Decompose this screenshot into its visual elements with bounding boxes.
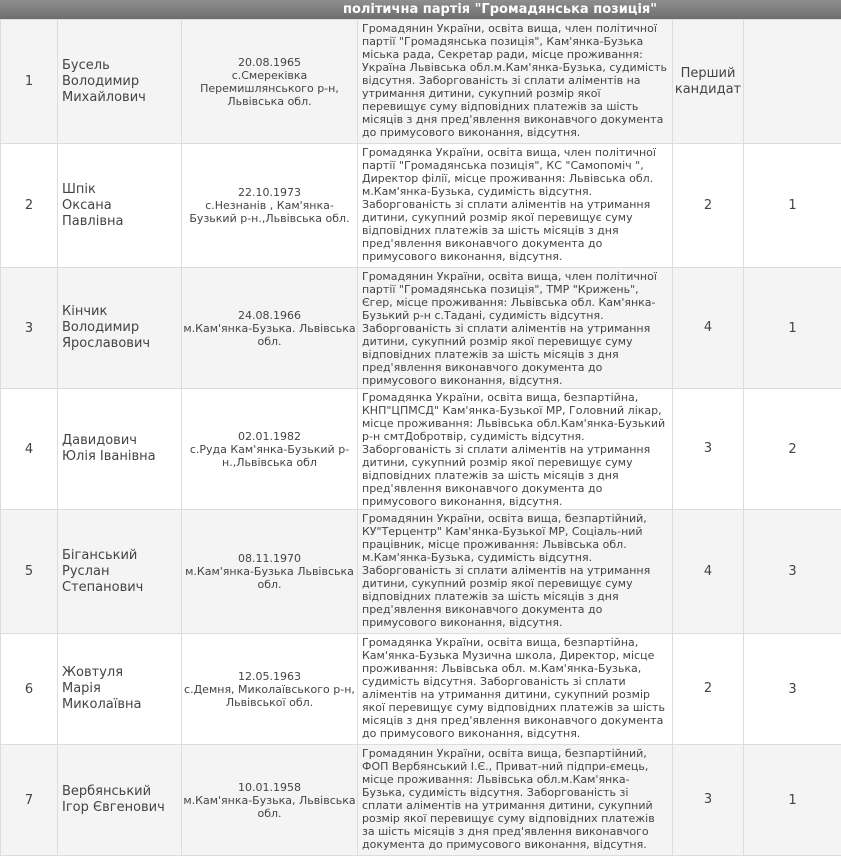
- candidates-table: [0, 19, 841, 856]
- surname: Шпік: [62, 182, 181, 198]
- district-number: [744, 20, 841, 144]
- candidate-number: 4: [1, 389, 58, 510]
- first-name: Руслан: [62, 564, 181, 580]
- birth-place: м.Кам'янка-Бузька. Львівська обл.: [182, 322, 357, 348]
- candidate-name: [58, 745, 182, 856]
- candidate-name: [58, 510, 182, 634]
- surname: Кінчик: [62, 304, 181, 320]
- district-number: 3: [744, 510, 841, 634]
- candidate-info: Громадянка України, освіта вища, член політичної партії "Громадянська позиція", КС "Самопоміч ", Директор філії, місце проживання: Львівська обл. м.Кам'янка-Бузька, судимість відсутня. Заборгованість зі сплати аліментів на утримання дитини, сукупний розмір якої перевищує суму відповідних платежів за шість місяців з дня пред'явлення виконавчого документа до примусового виконання, відсутня.: [358, 144, 673, 268]
- birth-date: 20.08.1965: [182, 56, 357, 69]
- first-name: Оксана: [62, 198, 181, 214]
- district-number: 3: [744, 634, 841, 745]
- first-name: Юлія Іванівна: [62, 449, 181, 465]
- list-position: 4: [673, 510, 744, 634]
- table-row: [1, 510, 841, 634]
- table-row: [1, 634, 841, 745]
- birth-info: [182, 144, 358, 268]
- candidate-number: 3: [1, 268, 58, 389]
- surname: Біганський: [62, 548, 181, 564]
- surname: Бусель: [62, 58, 181, 74]
- candidate-name: [58, 389, 182, 510]
- patronymic: Павлівна: [62, 214, 181, 230]
- district-number: 2: [744, 389, 841, 510]
- party-header: політична партія "Громадянська позиція": [0, 0, 841, 19]
- list-position: 3: [673, 389, 744, 510]
- birth-place: с.Руда Кам'янка-Бузький р-н.,Львівська обл: [182, 443, 357, 469]
- list-position: 4: [673, 268, 744, 389]
- candidate-name: [58, 144, 182, 268]
- first-name: Володимир: [62, 74, 181, 90]
- candidate-name: [58, 20, 182, 144]
- district-number: 1: [744, 144, 841, 268]
- birth-place: с.Незнанів , Кам'янка-Бузький р-н.,Львівська обл.: [182, 199, 357, 225]
- candidate-number: 7: [1, 745, 58, 856]
- birth-date: 12.05.1963: [182, 670, 357, 683]
- birth-info: [182, 268, 358, 389]
- surname: Давидович: [62, 433, 181, 449]
- birth-date: 22.10.1973: [182, 186, 357, 199]
- birth-place: с.Смерекiвка Перемишлянського р-н, Львівська обл.: [182, 69, 357, 108]
- patronymic: Степанович: [62, 580, 181, 596]
- candidate-info: Громадянин України, освіта вища, член політичної партії "Громадянська позиція", Кам'янка-Бузька міська рада, Секретар ради, місце проживання: Україна Львівська обл.м.Кам'янка-Бузька, судимість відсутня. Заборгованість зі сплати аліментів на утримання дитини, сукупний розмір якої перевищує суму відповідних платежів за шість місяців з дня пред'явлення виконавчого документа до примусового виконання, відсутня.: [358, 20, 673, 144]
- candidate-info: Громадянин України, освіта вища, безпартійний, ФОП Вербянський І.Є., Приват-ний підпри-ємець, місце проживання: Львівська обл.м.Кам'янка-Бузька, судимість відсутня. Заборгованість зі сплати аліментів на утримання дитини, сукупний розмір якої перевищує суму відповідних платежів за шість місяців з дня пред'явлення виконавчого документа до примусового виконання, відсутня.: [358, 745, 673, 856]
- candidate-name: [58, 268, 182, 389]
- candidate-number: 5: [1, 510, 58, 634]
- surname: Жовтуля: [62, 665, 181, 681]
- birth-place: м.Кам'янка-Бузька, Львівська обл.: [182, 794, 357, 820]
- table-row: [1, 268, 841, 389]
- candidate-number: 1: [1, 20, 58, 144]
- candidate-number: 6: [1, 634, 58, 745]
- birth-place: с.Демня, Миколаївського р-н, Львівської обл.: [182, 683, 357, 709]
- birth-place: м.Кам'янка-Бузька Львівська обл.: [182, 565, 357, 591]
- birth-date: 02.01.1982: [182, 430, 357, 443]
- birth-info: [182, 389, 358, 510]
- birth-info: [182, 20, 358, 144]
- surname: Вербянський: [62, 784, 181, 800]
- candidate-info: Громадянин України, освіта вища, безпартійний, КУ"Терцентр" Кам'янка-Бузької МР, Соціаль-ний працівник, місце проживання: Львівська обл. м.Кам'янка-Бузька, судимість відсутня. Заборгованість зі сплати аліментів на утримання дитини, сукупний розмір якої перевищує суму відповідних платежів за шість місяців з дня пред'явлення виконавчого документа до примусового виконання, відсутня.: [358, 510, 673, 634]
- first-name: Ігор Євгенович: [62, 800, 181, 816]
- birth-date: 10.01.1958: [182, 781, 357, 794]
- birth-date: 24.08.1966: [182, 309, 357, 322]
- list-position: 2: [673, 144, 744, 268]
- district-number: 1: [744, 268, 841, 389]
- list-position: 2: [673, 634, 744, 745]
- table-row: [1, 144, 841, 268]
- patronymic: Ярославович: [62, 336, 181, 352]
- patronymic: Михайлович: [62, 90, 181, 106]
- candidate-info: Громадянка України, освіта вища, безпартійна, Кам'янка-Бузька Музична школа, Директор, місце проживання: Львівська обл. м.Кам'янка-Бузька, судимість відсутня. Заборгованість зі сплати аліментів на утримання дитини, сукупний розмір якої перевищує суму відповідних платежів за шість місяців з дня пред'явлення виконавчого документа до примусового виконання, відсутня.: [358, 634, 673, 745]
- list-position: Перший кандидат: [673, 20, 744, 144]
- first-name: Володимир: [62, 320, 181, 336]
- list-position: 3: [673, 745, 744, 856]
- birth-info: [182, 745, 358, 856]
- candidate-info: Громадянка України, освіта вища, безпартійна, КНП"ЦПМСД" Кам'янка-Бузької МР, Головний лікар, місце проживання: Львівська обл.Кам'янка-Бузький р-н смтДобротвір, судимість відсутня. Заборгованість зі сплати аліментів на утримання дитини, сукупний розмір якої перевищує суму відповідних платежів за шість місяців з дня пред'явлення виконавчого документа до примусового виконання, відсутня.: [358, 389, 673, 510]
- candidate-name: [58, 634, 182, 745]
- district-number: 1: [744, 745, 841, 856]
- birth-date: 08.11.1970: [182, 552, 357, 565]
- table-row: [1, 745, 841, 856]
- birth-info: [182, 510, 358, 634]
- table-row: [1, 20, 841, 144]
- birth-info: [182, 634, 358, 745]
- table-row: [1, 389, 841, 510]
- candidate-number: 2: [1, 144, 58, 268]
- patronymic: Миколаївна: [62, 697, 181, 713]
- first-name: Марія: [62, 681, 181, 697]
- candidate-info: Громадянин України, освіта вища, член політичної партії "Громадянська позиція", ТМР "Крижень", Єгер, місце проживання: Львівська обл. Кам'янка-Бузький р-н с.Тадані, судимість відсутня. Заборгованість зі сплати аліментів на утримання дитини, сукупний розмір якої перевищує суму відповідних платежів за шість місяців з дня пред'явлення виконавчого документа до примусового виконання, відсутня.: [358, 268, 673, 389]
